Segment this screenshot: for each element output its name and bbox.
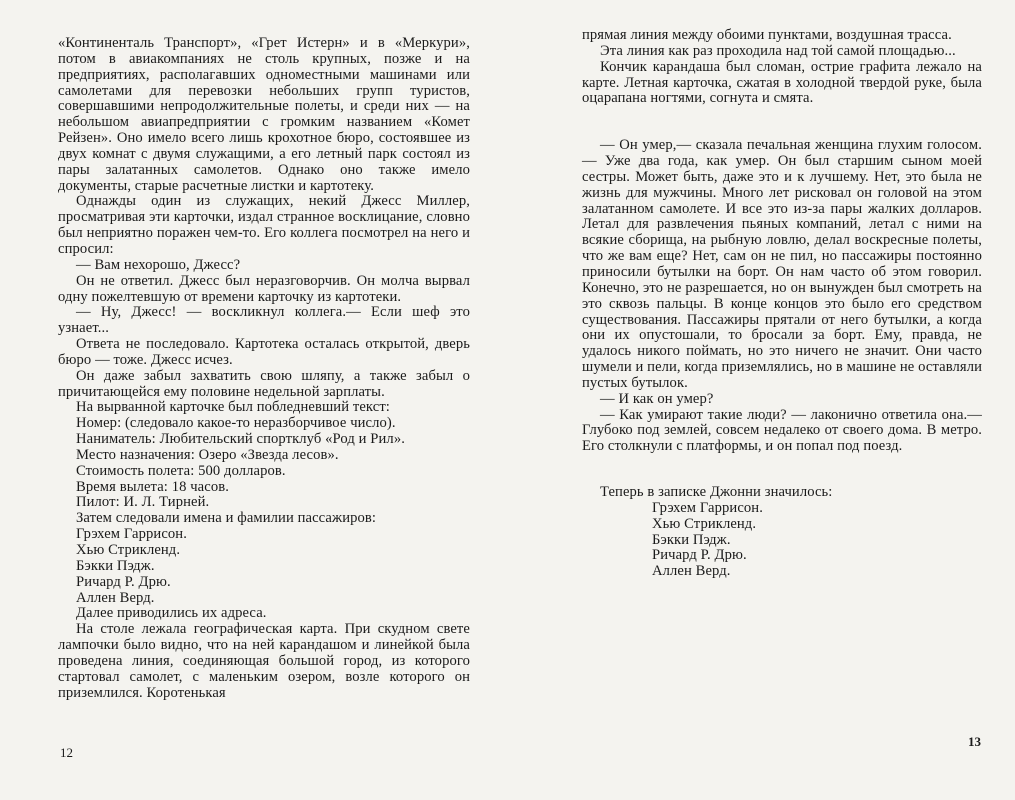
right-page-number: 13 <box>968 734 981 749</box>
paragraph: Однажды один из служащих, некий Джесс Миллер, просматривая эти карточки, издал странное восклицание, словно был неприятно поражен чем-то. Его коллега посмотрел на него и спросил: <box>58 193 470 257</box>
section-gap <box>582 107 982 138</box>
right-page-text <box>582 28 982 580</box>
left-paragraphs <box>58 36 470 400</box>
card-line: Затем следовали имена и фамилии пассажиров: <box>76 510 377 527</box>
note-name: Ричард Р. Дрю. <box>652 547 747 564</box>
card-line: Аллен Верд. <box>76 589 155 606</box>
card-line: Стоимость полета: 500 долларов. <box>76 462 286 479</box>
card-line: Наниматель: Любительский спортклуб «Род и Рил». <box>76 431 405 448</box>
left-page-number: 12 <box>60 745 73 760</box>
right-block-1 <box>582 28 982 107</box>
paragraph: — Он умер,— сказала печальная женщина глухим голосом.— Уже два года, как умер. Он был старшим сыном моей сестры. Может быть, даже это и к лучшему. Нет, это была не жизнь для мужчины. Много лет рисковал он головой на этом залатанном самолете. И все это из-за пары жалких долларов. Летал для развлечения пьяных компаний, летал с ними на всякие сборища, на рыбную ловлю, делал воскресные полеты, что же вам еще? Нет, сам он не пил, но пассажиры постоянно приносили бутылки на борт. Он нам часто об этом говорил. Конечно, это не разрешается, но он вынужден был смотреть на это сквозь пальцы. В конце концов это было его средством существования. Пассажиры прятали от него бутылки, а когда они их опустошали, то бросали за борт. Ему, правда, не удалось никого поймать, но это ничего не значит. Они часто шумели и пели, когда приземлялись, но в машине не оставляли пустых бутылок. <box>582 137 982 391</box>
left-closing-paragraph: На столе лежала географическая карта. При скудном свете лампочки было видно, что на ней карандашом и линейкой была проведена линия, соединяющая большой город, из которого стартовал самолет, с маленьким озером, возле которого он приземлился. Коротенькая <box>58 621 470 701</box>
card-line: Бэкки Пэдж. <box>76 557 155 574</box>
note-names <box>582 501 982 580</box>
paragraph: Он даже забыл захватить свою шляпу, а также забыл о причитающейся ему половине недельной зарплаты. <box>58 367 470 400</box>
card-lines <box>58 416 470 622</box>
card-line: Грэхем Гаррисон. <box>76 526 187 543</box>
paragraph: Кончик карандаша был сломан, острие графита лежало на карте. Летная карточка, сжатая в холодной твердой руке, была оцарапана ногтями, согнута и смята. <box>582 58 982 107</box>
card-line: Пилот: И. Л. Тирней. <box>76 494 210 511</box>
paragraph: — Как умирают такие люди? — лаконично ответила она.— Глубоко под землей, совсем недалеко от своего дома. В метро. Его столкнули с платформы, и он попал под поезд. <box>582 406 982 455</box>
note-name: Хью Стрикленд. <box>652 515 757 532</box>
paragraph: — Вам нехорошо, Джесс? <box>76 256 241 273</box>
left-page <box>58 36 470 701</box>
left-page-text <box>58 36 470 701</box>
note-name: Бэкки Пэдж. <box>652 531 731 548</box>
card-line: Ричард Р. Дрю. <box>76 573 171 590</box>
paragraph: — Ну, Джесс! — воскликнул коллега.— Если шеф это узнает... <box>58 304 470 337</box>
paragraph: — И как он умер? <box>600 390 714 407</box>
card-intro: На вырванной карточке был побледневший текст: <box>76 399 390 416</box>
paragraph: Он не ответил. Джесс был неразговорчив. Он молча вырвал одну пожелтевшую от времени карточку из картотеки. <box>58 272 470 305</box>
paragraph: «Континенталь Транспорт», «Грет Истерн» и в «Меркури», потом в авиакомпаниях не столь крупных, позже и на предприятиях, располагавших одноместными машинами или самолетами для перевозки небольших групп туристов, совершавшими непродолжительные полеты, и среди них — на небольшом авиапредприятии с громким названием «Комет Рейзен». Оно имело всего лишь крохотное бюро, состоявшее из двух комнат с двумя служащими, а его летный парк состоял из пары залатанных самолетов. Однако оно также имело документы, старые расчетные листки и картотеку. <box>58 35 470 194</box>
section-gap <box>582 455 982 485</box>
card-line: Номер: (следовало какое-то неразборчивое число). <box>76 415 396 432</box>
note-name: Аллен Верд. <box>652 563 731 580</box>
card-line: Время вылета: 18 часов. <box>76 478 229 495</box>
paragraph: Ответа не последовало. Картотека осталась открытой, дверь бюро — тоже. Джесс исчез. <box>58 336 470 368</box>
right-block-2 <box>582 138 982 455</box>
card-line: Далее приводились их адреса. <box>76 605 267 622</box>
right-page <box>582 28 982 580</box>
note-intro: Теперь в записке Джонни значилось: <box>600 484 833 501</box>
note-name: Грэхем Гаррисон. <box>652 499 763 516</box>
paragraph: прямая линия между обоими пунктами, воздушная трасса. <box>582 27 952 43</box>
paragraph: Эта линия как раз проходила над той самой площадью... <box>600 42 956 59</box>
card-line: Хью Стрикленд. <box>76 542 181 558</box>
card-line: Место назначения: Озеро «Звезда лесов». <box>76 446 339 463</box>
